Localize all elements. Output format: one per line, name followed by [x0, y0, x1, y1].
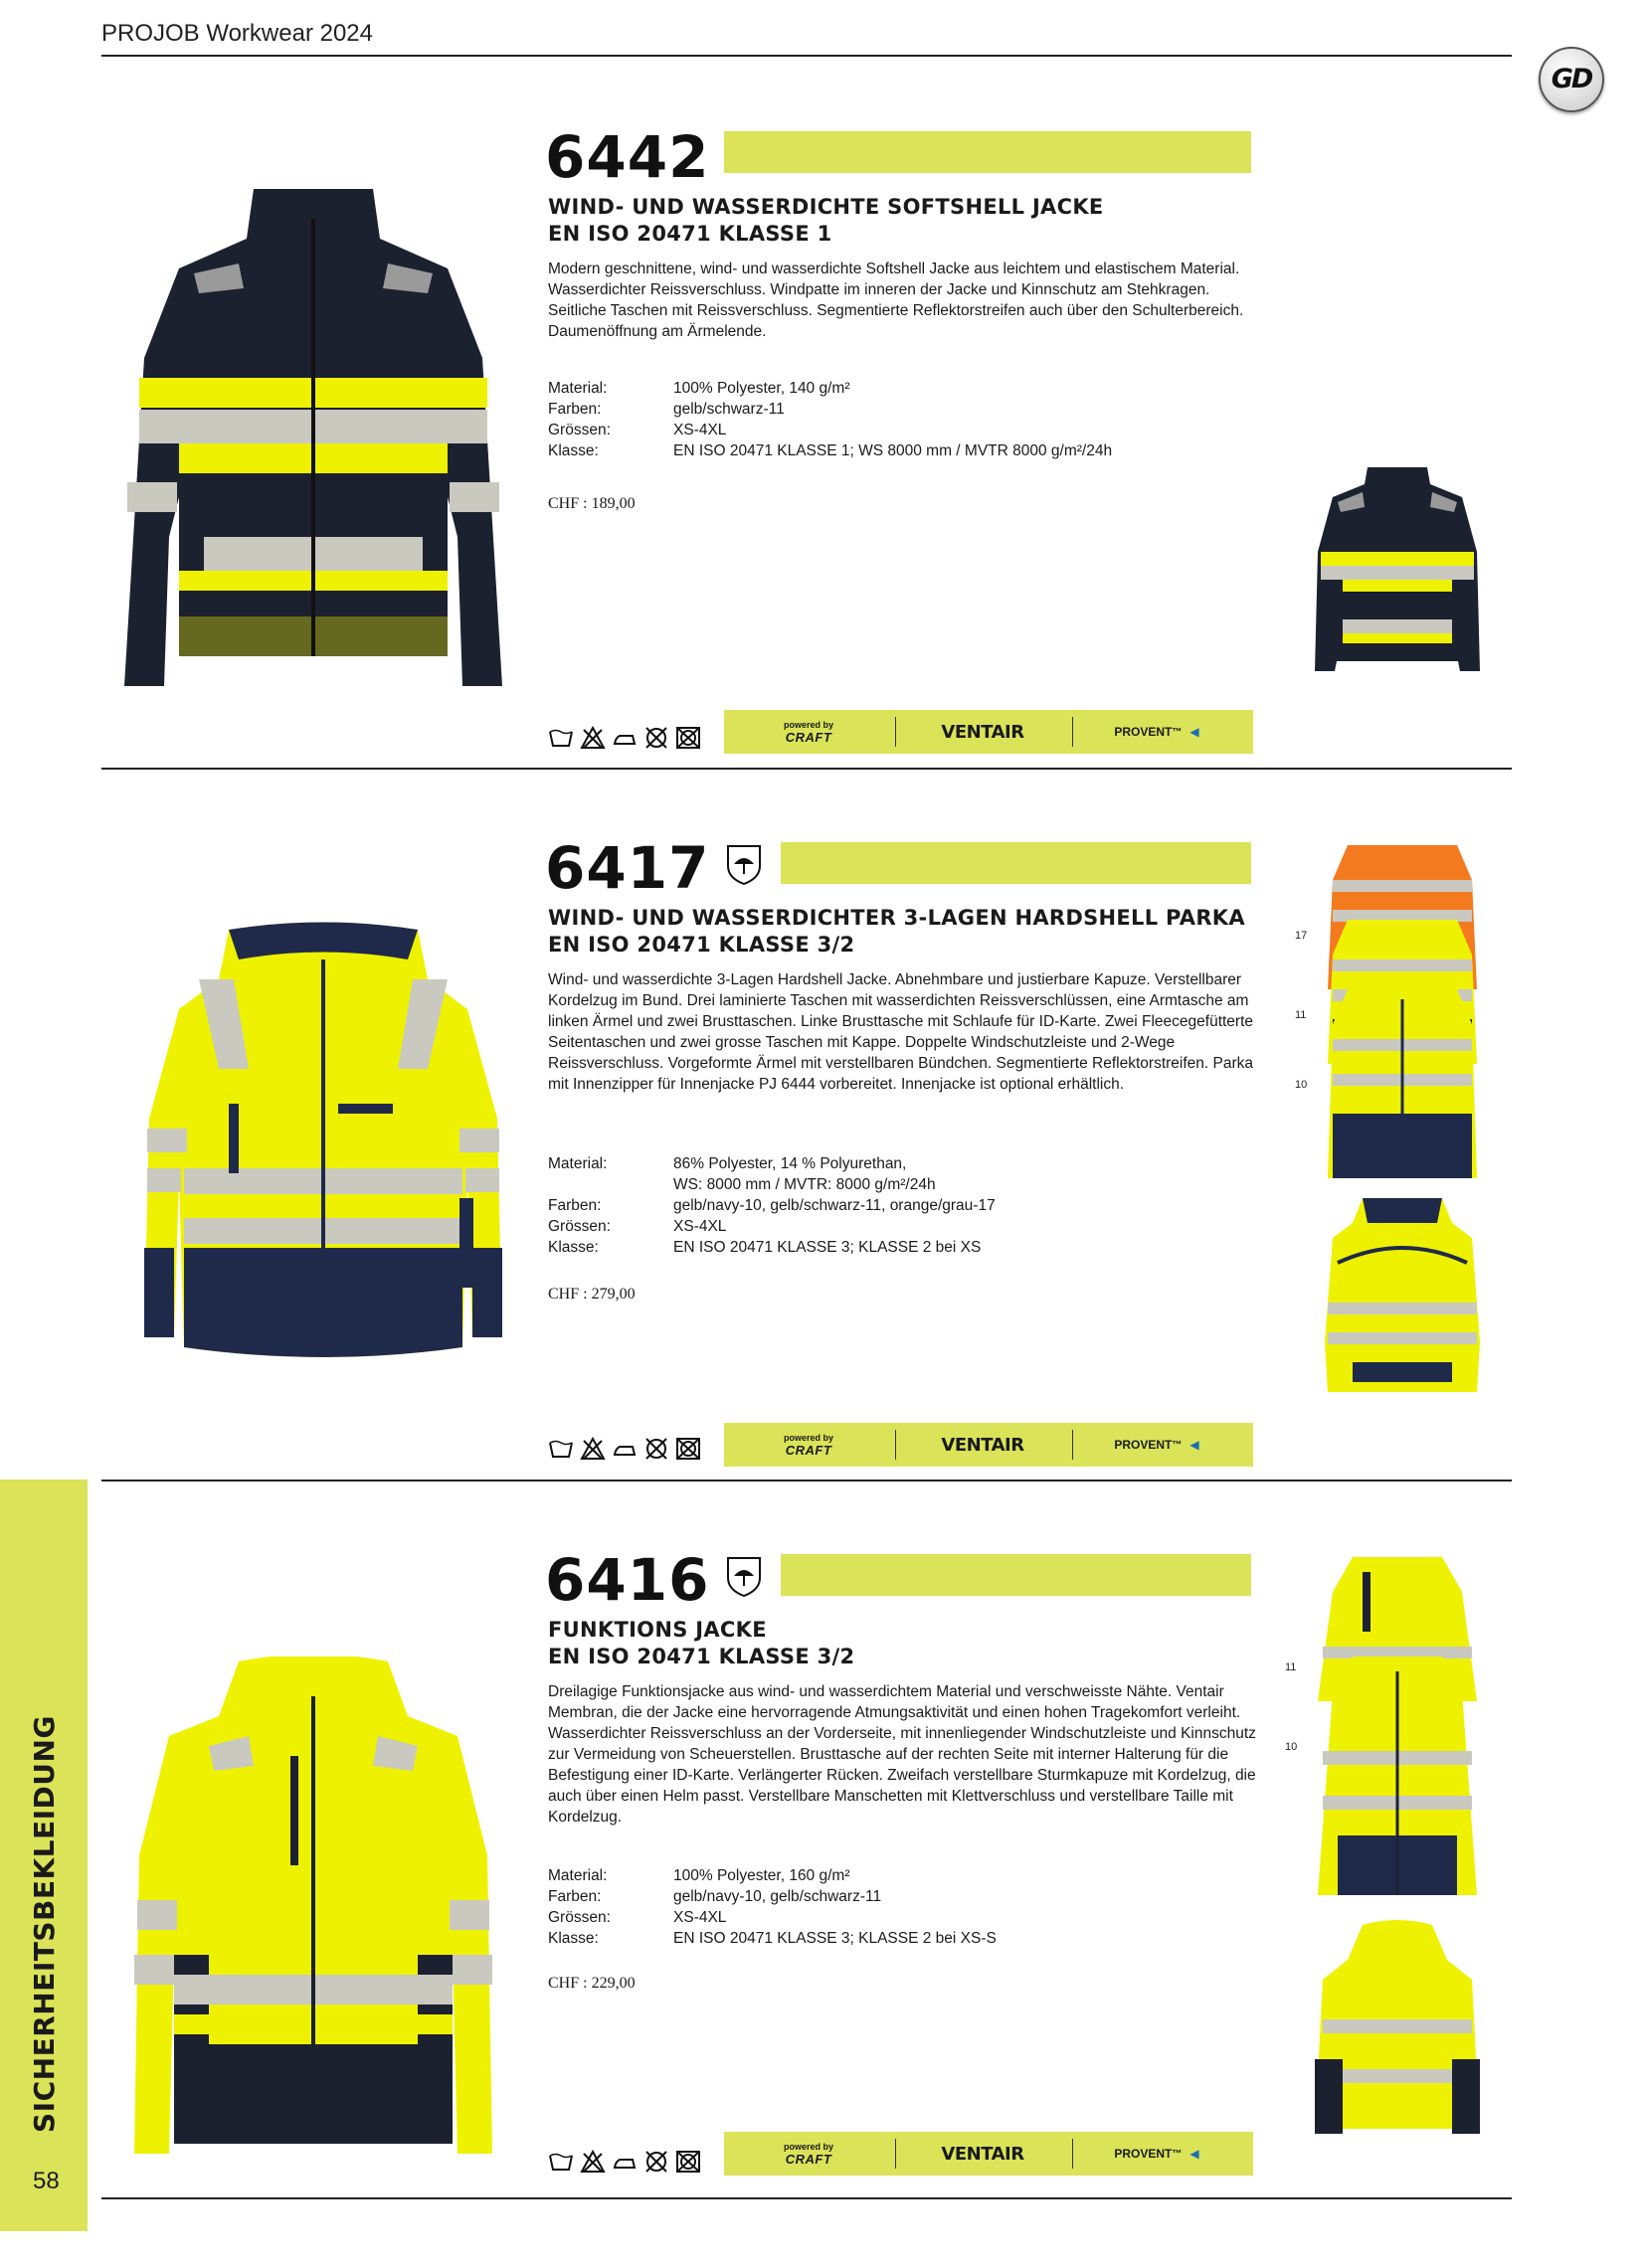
technology-strip: [724, 710, 1253, 754]
care-symbols: [548, 726, 701, 750]
no-tumble-dry-icon: [675, 726, 701, 750]
iron-low-icon: [612, 726, 638, 750]
section-divider: [101, 1480, 1512, 1482]
no-bleach-icon: [580, 726, 606, 750]
craft-logo: powered by CRAFT: [783, 719, 833, 745]
wash-40-icon: [548, 2150, 574, 2174]
accent-bar: [781, 842, 1251, 884]
craft-logo: powered by CRAFT: [783, 1432, 833, 1458]
jacket-6416-color-variants-image: [1313, 1552, 1482, 1900]
product-specs: Material: 100% Polyester, 160 g/m² Farben: gelb/navy-10, gelb/schwarz-11 Grössen: XS-4XL Klasse: EN ISO 20471 KLASSE 3; KLASSE 2 bei XS-S: [548, 1867, 997, 1947]
technology-strip: [724, 1423, 1253, 1467]
catalog-title: PROJOB Workwear 2024: [101, 20, 373, 47]
accent-bar: [781, 1554, 1251, 1596]
no-dryclean-icon: [643, 1437, 669, 1461]
care-symbols: [548, 2150, 701, 2174]
provent-logo: PROVENT ™ ◀: [1114, 2147, 1199, 2161]
product-specs: Material: 86% Polyester, 14 % Polyurethan, WS: 8000 mm / MVTR: 8000 g/m²/24h Farben: gelb/navy-10, gelb/schwarz-11, orange/grau-17 Grössen: XS-4XL Klasse: EN ISO 20471 KLASSE 3; KLASSE 2 bei XS: [548, 1155, 996, 1256]
product-specs: Material: 100% Polyester, 140 g/m² Farben: gelb/schwarz-11 Grössen: XS-4XL Klasse: EN ISO 20471 KLASSE 1; WS 8000 mm / MVTR 8000 g/m²/24h: [548, 380, 1113, 459]
provent-logo: PROVENT ™ ◀: [1114, 1438, 1199, 1452]
color-code-label: 10: [1285, 1741, 1298, 1753]
section-divider: [101, 2197, 1512, 2199]
product-6416: [0, 1546, 1645, 2268]
parka-6417-front-image: [139, 920, 507, 1427]
product-number: 6416: [545, 1546, 710, 1614]
iron-low-icon: [612, 2150, 638, 2174]
product-number: 6417: [545, 834, 710, 902]
rain-protection-icon: [724, 1554, 764, 1598]
jacket-6416-front-image: [129, 1657, 497, 2164]
jacket-6416-back-image: [1313, 1920, 1482, 2139]
parka-6417-back-image: [1323, 1193, 1482, 1402]
no-tumble-dry-icon: [675, 2150, 701, 2174]
color-code-label: 17: [1295, 930, 1308, 942]
product-6417: [0, 834, 1645, 1556]
rain-protection-icon: [724, 842, 764, 886]
product-title: WIND- UND WASSERDICHTE SOFTSHELL JACKE EN ISO 20471 KLASSE 1: [548, 195, 1104, 246]
iron-low-icon: [612, 1437, 638, 1461]
product-price: CHF : 279,00: [548, 1286, 636, 1303]
product-6442: [0, 123, 1645, 845]
product-description: Dreilagige Funktionsjacke aus wind- und wasserdichtem Material und verschweisste Nähte. Ventair Membran, die der Jacke eine hervorragende Atmungsaktivität und einen hohen Tragekomfort verleiht. Wasserdichter Reissverschluss an der Vorderseite, mit innenliegender Windschutzleiste und Kinnschutz zur Vermeidung von Scheuerstellen. Brusttasche auf der rechten Seite mit interner Halterung für die Befestigung einer ID-Karte. Verlängerter Rücken. Zweifach verstellbare Sturmkapuze mit Kordelzug, die auch über einen Helm passt. Verstellbare Manschetten mit Klettverschluss und verstellbare Taille mit Kordelzug.: [548, 1683, 1256, 1826]
wash-40-icon: [548, 1437, 574, 1461]
no-dryclean-icon: [643, 726, 669, 750]
product-description: Wind- und wasserdichte 3-Lagen Hardshell Jacke. Abnehmbare und justierbare Kapuze. Verstellbarer Kordelzug im Bund. Drei laminierte Taschen mit wasserdichten Reissverschlüssen, eine Armtasche am linken Ärmel und zwei Brusttaschen. Linke Brusttasche mit Schlaufe für ID-Karte. Zwei Fleecegefütterte Seitentaschen und zwei grosse Taschen mit Kappe. Doppelte Windschutzleiste und 2-Wege Reissverschluss. Vorgeformte Ärmel mit verstellbaren Bündchen. Segmentierte Reflektorstreifen. Parka mit Innenzipper für Innenjacke PJ 6444 vorbereitet. Innenjacke ist optional erhältlich.: [548, 971, 1254, 1093]
craft-logo: powered by CRAFT: [783, 2141, 833, 2167]
technology-strip: [724, 2132, 1253, 2176]
product-number: 6442: [545, 123, 710, 191]
care-symbols: [548, 1437, 701, 1461]
product-title: WIND- UND WASSERDICHTER 3-LAGEN HARDSHELL PARKA EN ISO 20471 KLASSE 3/2: [548, 906, 1245, 957]
color-code-label: 11: [1285, 1661, 1297, 1673]
ventair-logo: VENTAIR: [941, 2143, 1024, 2165]
section-divider: [101, 768, 1512, 770]
provent-logo: PROVENT ™ ◀: [1114, 725, 1199, 739]
jacket-6442-back-image: [1313, 462, 1482, 676]
no-dryclean-icon: [643, 2150, 669, 2174]
page-number: 58: [33, 2168, 60, 2194]
color-code-label: 10: [1295, 1079, 1308, 1091]
ventair-logo: VENTAIR: [941, 721, 1024, 743]
no-tumble-dry-icon: [675, 1437, 701, 1461]
product-title: FUNKTIONS JACKE EN ISO 20471 KLASSE 3/2: [548, 1618, 855, 1668]
product-description: Modern geschnittene, wind- und wasserdichte Softshell Jacke aus leichtem und elastischem Material. Wasserdichter Reissverschluss. Windpatte im inneren der Jacke und Kinnschutz am Stehkragen. Seitliche Taschen mit Reissverschluss. Segmentierte Reflektorstreifen auch über den Schulterbereich. Daumenöffnung am Ärmelende.: [548, 261, 1244, 340]
parka-6417-color-variants-image: [1323, 840, 1482, 1188]
accent-bar: [724, 131, 1251, 173]
wash-40-icon: [548, 726, 574, 750]
gd-logo-icon: GD: [1539, 47, 1604, 112]
header-divider: [101, 55, 1512, 57]
product-price: CHF : 189,00: [548, 495, 636, 512]
no-bleach-icon: [580, 2150, 606, 2174]
category-label: SICHERHEITSBEKLEIDUNG: [28, 1715, 61, 2133]
color-code-label: 11: [1295, 1009, 1307, 1021]
jacket-6442-front-image: [119, 179, 507, 696]
ventair-logo: VENTAIR: [941, 1434, 1024, 1456]
no-bleach-icon: [580, 1437, 606, 1461]
product-price: CHF : 229,00: [548, 1975, 636, 1992]
